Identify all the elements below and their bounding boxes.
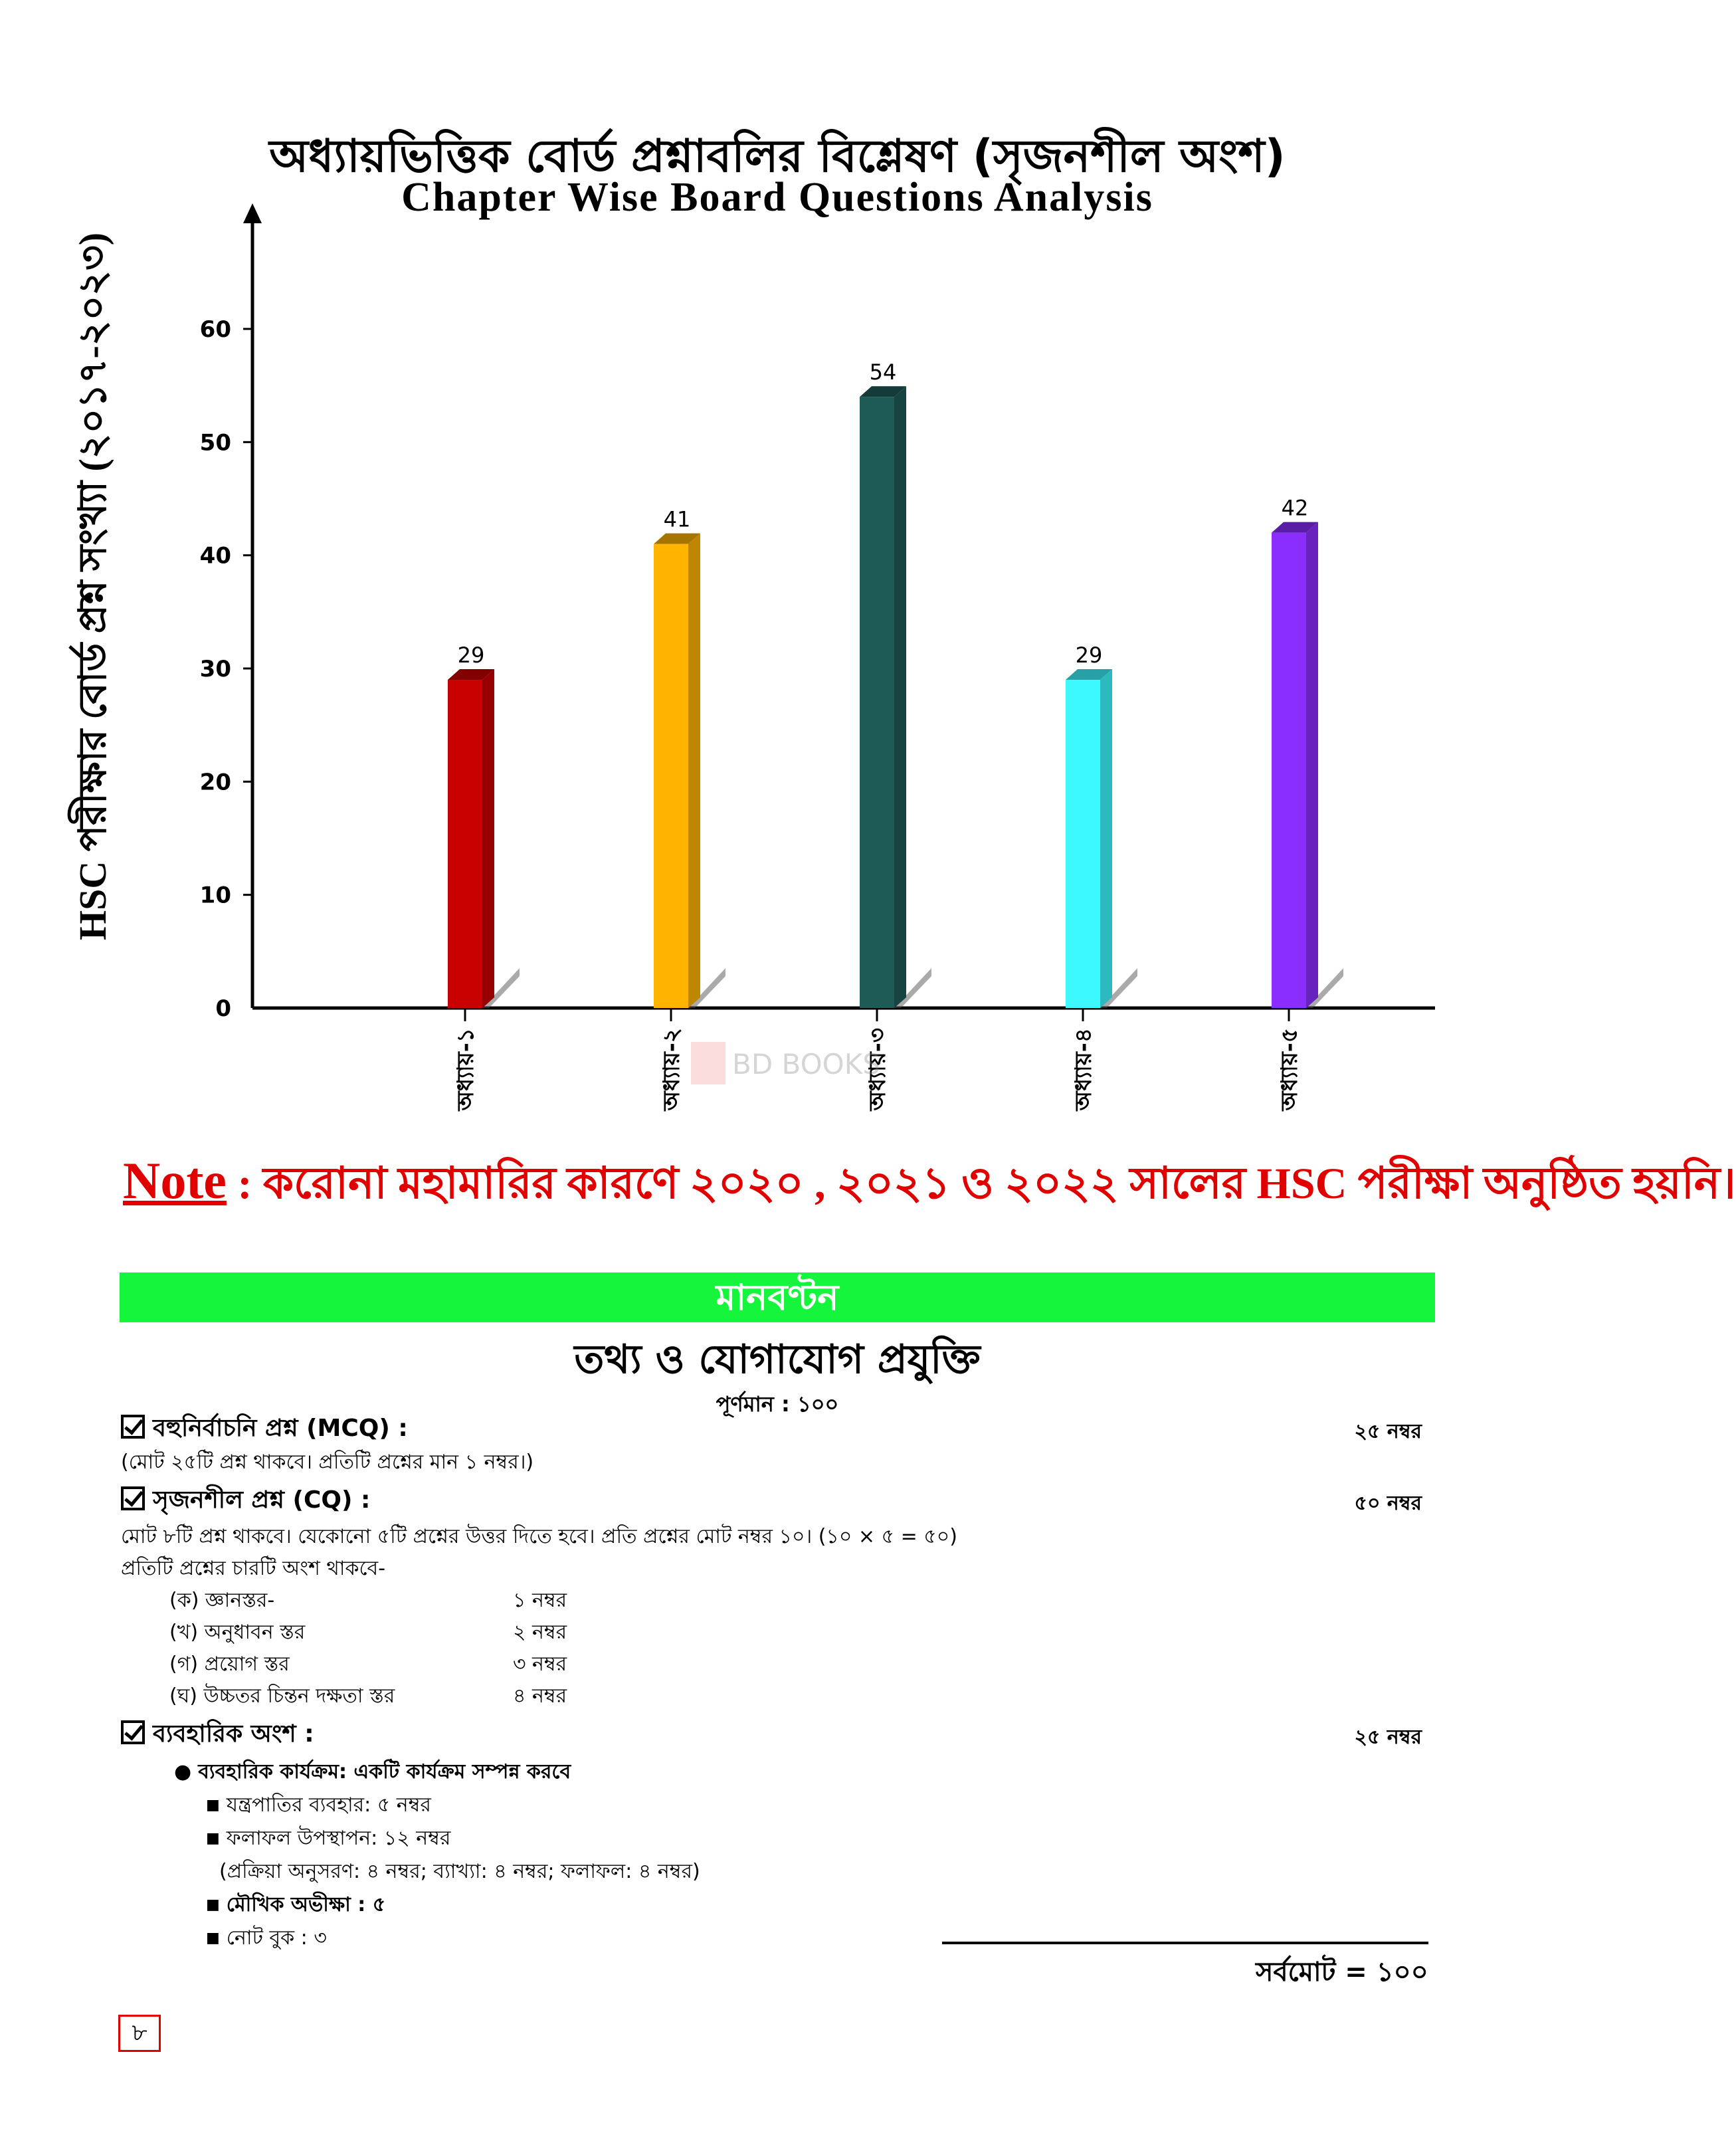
bar-chart <box>0 0 1555 1143</box>
bar <box>448 680 482 1008</box>
bar-data-label: 42 <box>1281 495 1309 521</box>
full-marks: পূর্ণমান : ১০০ <box>716 1391 839 1417</box>
practical-heading <box>121 1716 314 1756</box>
practical-activity: ● ব্যবহারিক কার্যক্রম: একটি কার্যক্রম সম্পন্ন করবে <box>174 1756 571 1789</box>
cq-part-label: (খ) অনুধাবন স্তর <box>169 1621 306 1644</box>
x-category-label: অধ্যায়-৩ <box>864 1028 891 1111</box>
cq-part-label: (ক) জ্ঞানস্তর- <box>169 1589 275 1612</box>
y-axis-arrow-icon <box>243 203 262 223</box>
x-category-label: অধ্যায়-১ <box>452 1028 479 1111</box>
bd-books-watermark <box>691 1037 880 1092</box>
cq-part-marks: ৩ নম্বর <box>513 1653 567 1676</box>
bar-side <box>894 386 906 1008</box>
cq-part-marks: ১ নম্বর <box>513 1589 567 1612</box>
total-rule <box>942 1942 1428 1944</box>
y-tick-label: 50 <box>199 429 231 456</box>
cq-parts-intro: প্রতিটি প্রশ্নের চারটি অংশ থাকবে- <box>121 1557 386 1580</box>
practical-marks: ২৫ নম্বর <box>1354 1726 1422 1749</box>
y-tick-label: 30 <box>199 656 231 682</box>
x-category-label: অধ্যায়-২ <box>658 1028 685 1111</box>
bar <box>1272 533 1306 1008</box>
note-line <box>123 1150 1736 1223</box>
y-tick-label: 60 <box>199 316 231 343</box>
page-number: ৮ <box>118 2015 161 2052</box>
cq-heading-text: সৃজনশীল প্রশ্ন (CQ) : <box>153 1486 371 1514</box>
page-title-bengali: অধ্যায়ভিত্তিক বোর্ড প্রশ্নাবলির বিশ্লেষণ (সৃজনশীল অংশ) <box>269 130 1286 183</box>
y-tick-label: 0 <box>215 995 231 1022</box>
grand-total: সর্বমোট = ১০০ <box>1256 1957 1428 1987</box>
x-category-label: অধ্যায়-৫ <box>1276 1028 1303 1111</box>
bar <box>654 544 688 1008</box>
distribution-banner: মানবণ্টন <box>120 1272 1435 1322</box>
practical-heading-text: ব্যবহারিক অংশ : <box>153 1720 314 1748</box>
cq-part-marks: ২ নম্বর <box>513 1621 567 1644</box>
y-tick-label: 40 <box>199 542 231 569</box>
cq-part-label: (ঘ) উচ্চতর চিন্তন দক্ষতা স্তর <box>169 1684 395 1708</box>
note-label: Note <box>123 1152 227 1209</box>
bar-data-label: 54 <box>869 359 897 385</box>
watermark-text: BD BOOKS <box>732 1048 880 1080</box>
cq-part-marks: ৪ নম্বর <box>513 1684 567 1708</box>
y-tick-label: 10 <box>199 882 231 909</box>
bar <box>860 397 894 1008</box>
subject-title: তথ্য ও যোগাযোগ প্রযুক্তি <box>574 1336 981 1383</box>
checkbox-icon <box>121 1415 145 1439</box>
cq-marks: ৫০ নম্বর <box>1354 1492 1422 1515</box>
x-category-label: অধ্যায়-৪ <box>1070 1028 1097 1111</box>
practical-item-detail: (প্রক্রিয়া অনুসরণ: ৪ নম্বর; ব্যাখ্যা: ৪ নম্বর; ফলাফল: ৪ নম্বর) <box>219 1860 700 1883</box>
cq-description: মোট ৮টি প্রশ্ন থাকবে। যেকোনো ৫টি প্রশ্নের উত্তর দিতে হবে। প্রতি প্রশ্নের মোট নম্বর ১০। (১০ × ৫ = ৫০) <box>121 1525 957 1548</box>
practical-item: ■ নোট বুক : ৩ <box>206 1922 327 1956</box>
bar-side <box>1100 669 1112 1008</box>
practical-item: ■ যন্ত্রপাতির ব্যবহার: ৫ নম্বর <box>206 1789 431 1823</box>
practical-item: ■ মৌখিক অভীক্ষা : ৫ <box>206 1888 385 1922</box>
bar-side <box>1306 522 1318 1008</box>
bar-data-label: 41 <box>663 506 691 532</box>
bar-data-label: 29 <box>1075 643 1103 668</box>
mcq-heading-text: বহুনির্বাচনি প্রশ্ন (MCQ) : <box>153 1415 408 1442</box>
bar <box>1066 680 1100 1008</box>
bar-data-label: 29 <box>457 643 485 668</box>
practical-item: ■ ফলাফল উপস্থাপন: ১২ নম্বর <box>206 1822 450 1856</box>
bar-side <box>482 669 494 1008</box>
checkbox-icon <box>121 1720 145 1744</box>
note-text: : করোনা মহামারির কারণে ২০২০ , ২০২১ ও ২০২২ সালের HSC পরীক্ষা অনুষ্ঠিত হয়নি। <box>226 1160 1736 1208</box>
mcq-description: (মোট ২৫টি প্রশ্ন থাকবে। প্রতিটি প্রশ্নের মান ১ নম্বর।) <box>121 1451 534 1474</box>
cq-part-label: (গ) প্রয়োগ স্তর <box>169 1653 290 1676</box>
mcq-marks: ২৫ নম্বর <box>1354 1420 1422 1443</box>
y-axis-label: HSC পরীক্ষার বোর্ড প্রশ্ন সংখ্যা (২০১৭-২০২৩) <box>71 232 114 940</box>
y-tick-label: 20 <box>199 769 231 796</box>
mcq-heading <box>121 1410 408 1450</box>
bar-side <box>688 534 700 1008</box>
cq-heading <box>121 1482 370 1522</box>
checkbox-icon <box>121 1486 145 1510</box>
page-title-english: Chapter Wise Board Questions Analysis <box>401 175 1153 220</box>
